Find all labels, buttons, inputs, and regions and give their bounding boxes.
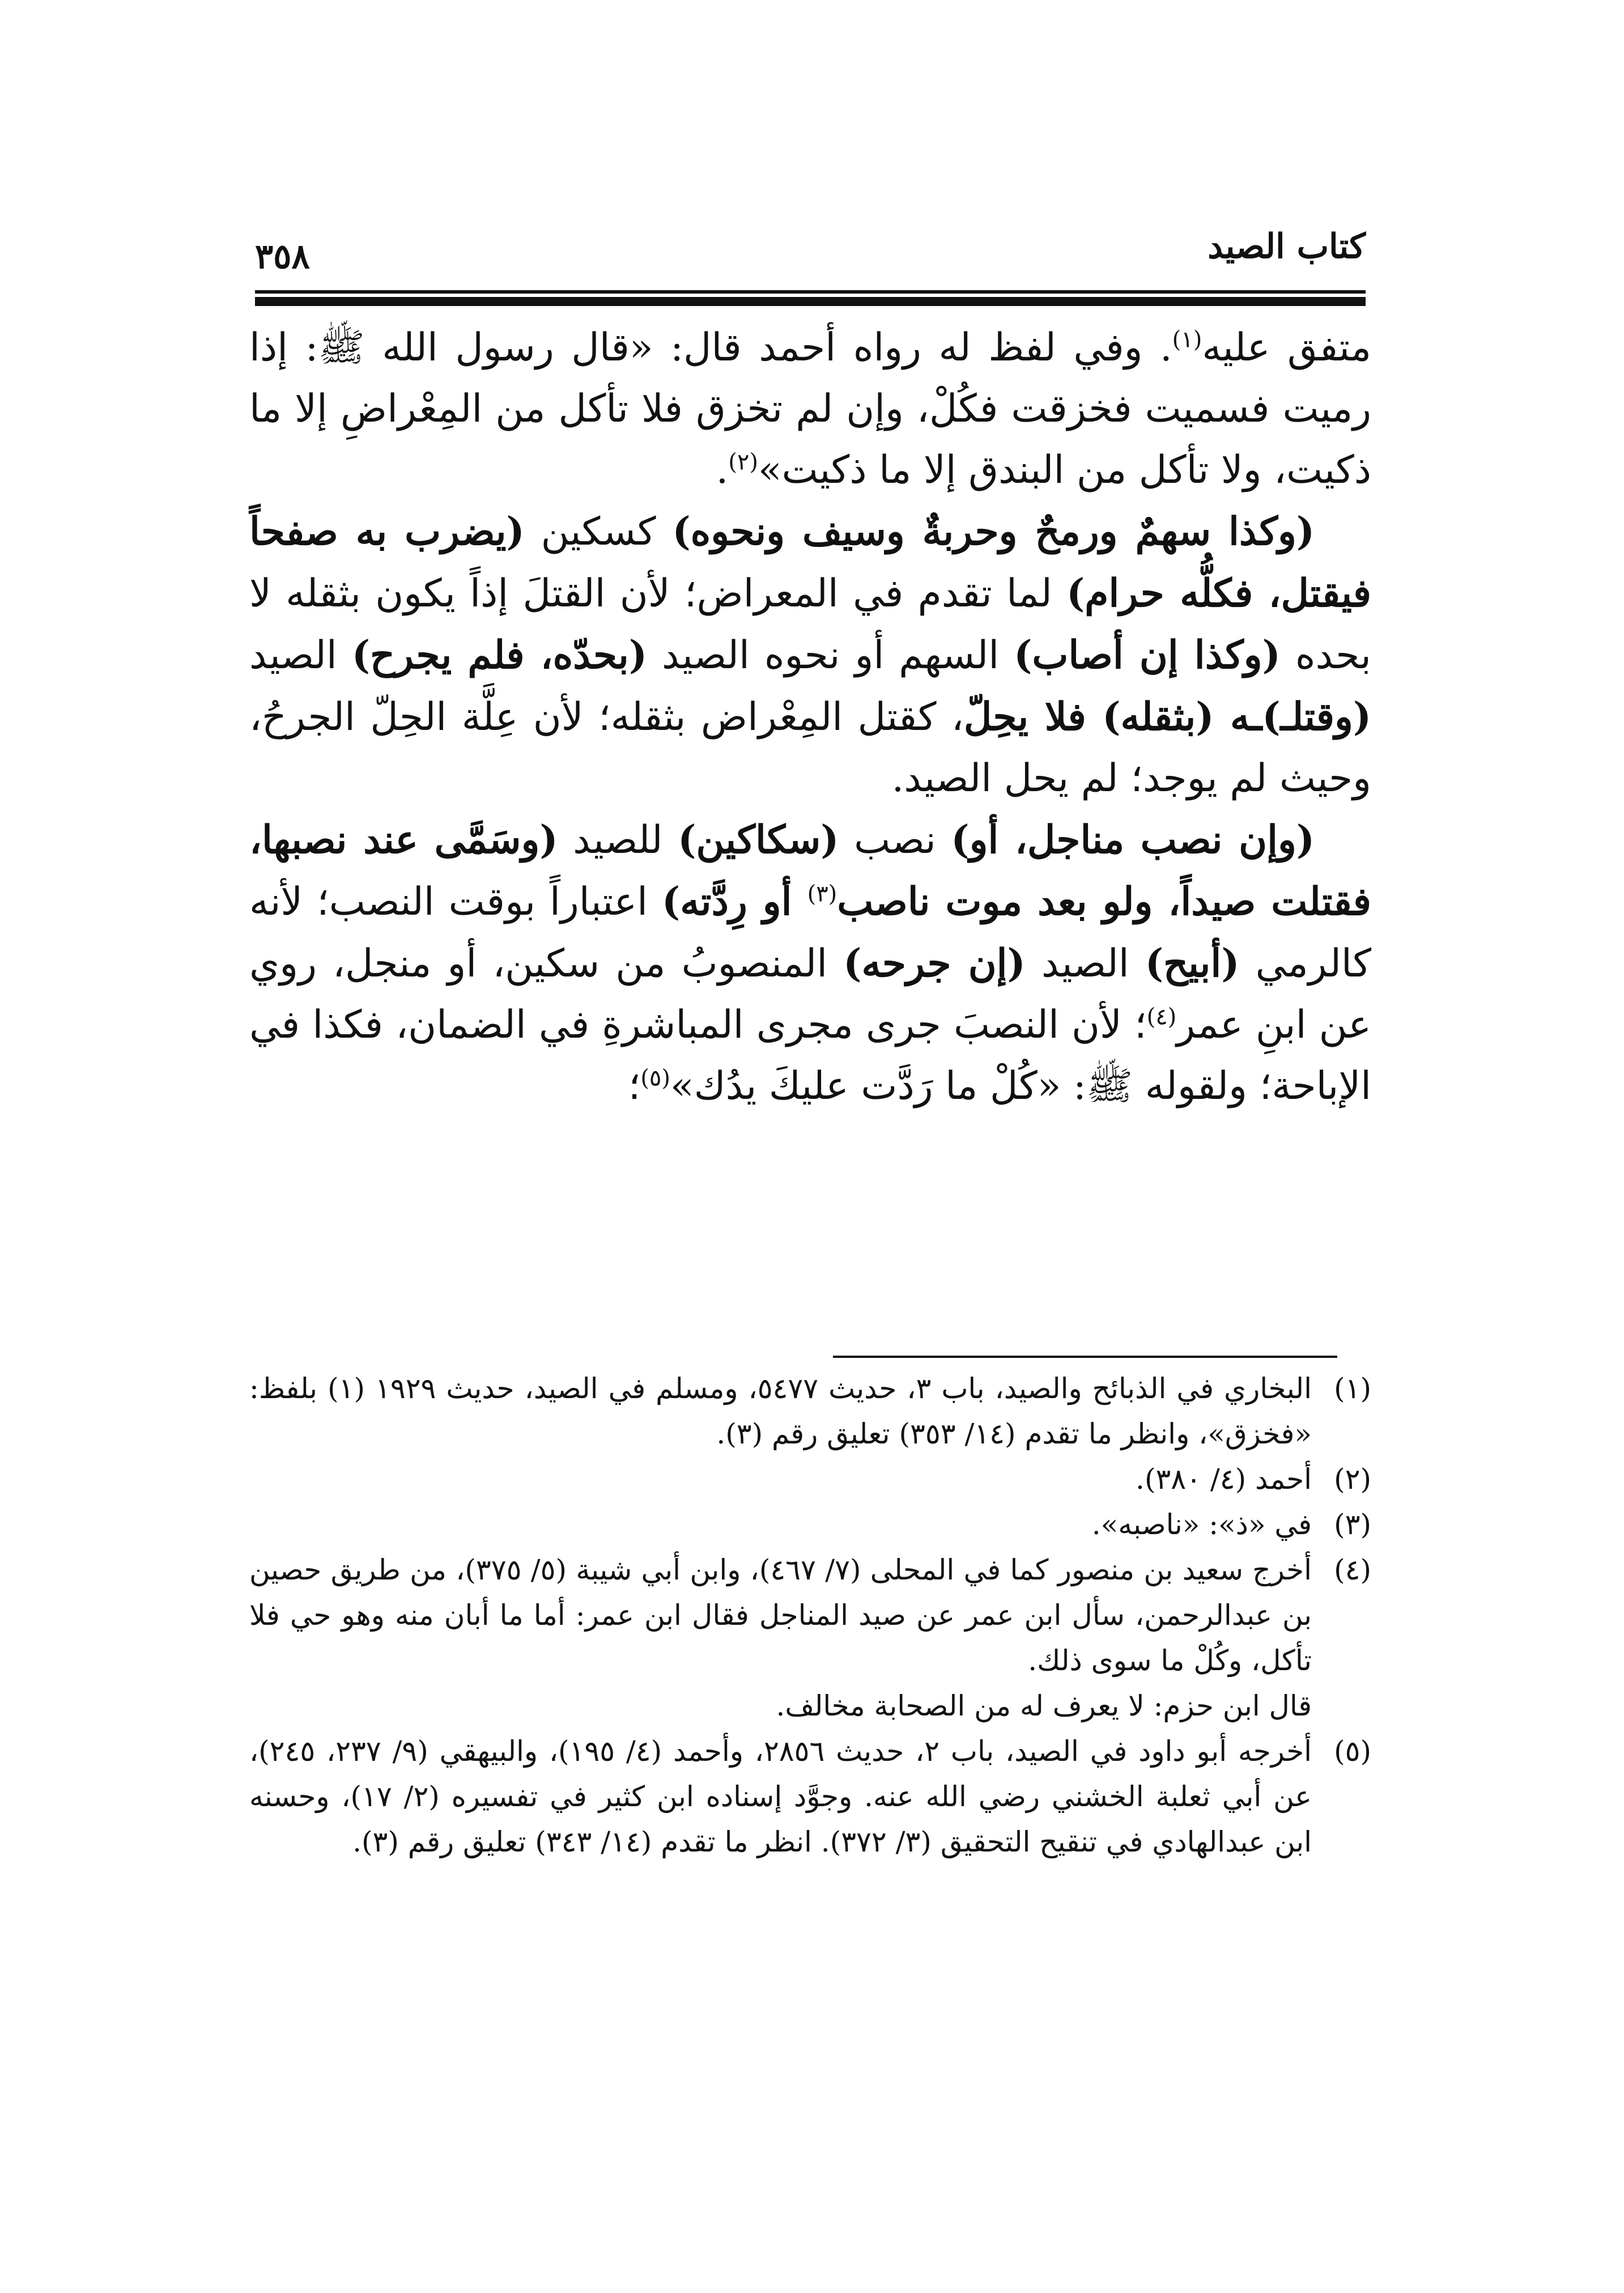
sharh-text: نصب xyxy=(839,818,951,863)
sharh-text: ؛ لأن النصبَ جرى مجرى المباشرةِ في الضمان، فكذا في الإباحة؛ ولقوله ﷺ: «كُلْ ما رَدَّت عليكَ يدُك» xyxy=(249,1003,1371,1109)
footnote-1 xyxy=(249,1366,1371,1457)
footnote-ref-2: (٢) xyxy=(728,449,758,475)
sharh-text: الصيد xyxy=(1025,941,1145,986)
footnote-ref-4: (٤) xyxy=(1146,1004,1177,1030)
matn-text: (وكذا سهمٌ ورمحٌ وحربةٌ وسيف ونحوه) xyxy=(672,509,1315,554)
footnote-text: أخرج سعيد بن منصور كما في المحلى (٧/ ٤٦٧)، وابن أبي شيبة (٥/ ٣٧٥)، من طريق حصين بن عبدالرحمن، سأل ابن عمر عن صيد المناجل فقال ابن عمر: أما ما أبان منه وهو حي فلا تأكل، وكُلْ ما سوى ذلك. xyxy=(249,1553,1312,1677)
sharh-text: لما تقدم في المعراض؛ لأن القتلَ إذاً يكون بثقله لا بحده xyxy=(249,571,1371,678)
sharh-text: المنصوبُ من سكين، أو منجل، روي عن ابنِ عمر xyxy=(249,941,1371,1047)
header-rule-thick xyxy=(255,297,1366,306)
footnote-2 xyxy=(249,1457,1371,1502)
footnote-ref-5: (٥) xyxy=(640,1065,671,1092)
footnote-text: البخاري في الذبائح والصيد، باب ٣، حديث ٥٤٧٧، ومسلم في الصيد، حديث ١٩٢٩ (١) بلفظ: «فخزق»، وانظر ما تقدم (١٤/ ٣٥٣) تعليق رقم (٣). xyxy=(249,1372,1312,1450)
matn-text: (وسَمَّى عند نصبها، فقتلت صيداً، ولو بعد موت ناصب xyxy=(249,817,1371,924)
sharh-text: للصيد xyxy=(558,818,678,863)
footnote-number: (١) xyxy=(1334,1372,1371,1405)
footnote-5 xyxy=(249,1729,1371,1865)
paragraph-2 xyxy=(249,501,1371,809)
matn-text: (إن جرحه) xyxy=(843,941,1026,986)
sharh-text: ؛ xyxy=(628,1064,641,1109)
matn-text: (بحدّه، فلم يجرح) xyxy=(351,632,647,678)
footnote-text: أحمد (٤/ ٣٨٠). xyxy=(1136,1463,1312,1496)
paragraph-3 xyxy=(249,809,1371,1117)
footnote-number: (٤) xyxy=(1334,1553,1371,1586)
header-rule-thin xyxy=(255,290,1366,294)
footnote-3 xyxy=(249,1502,1371,1547)
footnote-number: (٢) xyxy=(1334,1463,1371,1496)
footnote-text: في «ذ»: «ناصبه». xyxy=(1091,1508,1312,1541)
sharh-text: الصيد xyxy=(249,633,352,678)
sharh-text: كسكين xyxy=(524,509,673,554)
footnote-separator xyxy=(833,1356,1337,1358)
footnote-4 xyxy=(249,1547,1371,1729)
footnote-ref-3: (٣) xyxy=(807,881,837,907)
footnote-number: (٣) xyxy=(1334,1508,1371,1541)
matn-text: أو رِدَّته) xyxy=(662,879,807,924)
page-number: ٣٥٨ xyxy=(255,237,310,277)
text-run: . xyxy=(716,448,729,492)
text-run: متفق عليه xyxy=(1202,325,1372,370)
matn-text: (وقتلـ)ـه (بثقله) فلا يحِلّ xyxy=(963,694,1371,740)
matn-text: (يضرب به صفحاً فيقتل، فكلُّه حرام) xyxy=(249,509,1371,616)
page-header xyxy=(255,227,1366,300)
footnote-number: (٥) xyxy=(1334,1735,1371,1768)
matn-text: (سكاكين) xyxy=(678,817,839,863)
main-text xyxy=(249,317,1371,1117)
text-run: . وفي لفظ له رواه أحمد قال: «قال رسول الله ﷺ: إذا رميت فسميت فخزقت فكُلْ، وإن لم تخزق فلا تأكل من المِعْراضِ إلا ما ذكيت، ولا تأكل من البندق إلا ما ذكيت» xyxy=(249,325,1371,492)
chapter-title: كتاب الصيد xyxy=(1208,227,1366,266)
matn-text: (وكذا إن أصاب) xyxy=(1014,632,1281,678)
matn-text: (أبيح) xyxy=(1145,941,1240,986)
footnote-ref-1: (١) xyxy=(1172,326,1202,353)
footnotes xyxy=(249,1366,1371,1865)
sharh-text: السهم أو نحوه الصيد xyxy=(647,633,1014,678)
footnote-extra-text: قال ابن حزم: لا يعرف له من الصحابة مخالف. xyxy=(776,1689,1312,1722)
footnote-text: أخرجه أبو داود في الصيد، باب ٢، حديث ٢٨٥٦، وأحمد (٤/ ١٩٥)، والبيهقي (٩/ ٢٣٧، ٢٤٥)، عن أبي ثعلبة الخشني رضي الله عنه. وجوَّد إسناده ابن كثير في تفسيره (٢/ ١٧)، وحسنه ابن عبدالهادي في تنقيح التحقيق (٣/ ٣٧٢). انظر ما تقدم (١٤/ ٣٤٣) تعليق رقم (٣). xyxy=(249,1735,1312,1858)
matn-text: (وإن نصب مناجل، أو) xyxy=(951,817,1315,863)
sharh-text: ، كقتل المِعْراض بثقله؛ لأن عِلَّة الحِلّ الجرحُ، وحيث لم يوجد؛ لم يحل الصيد. xyxy=(249,695,1371,801)
paragraph-1 xyxy=(249,317,1371,501)
sharh-text: اعتباراً بوقت النصب؛ لأنه كالرمي xyxy=(249,880,1371,986)
